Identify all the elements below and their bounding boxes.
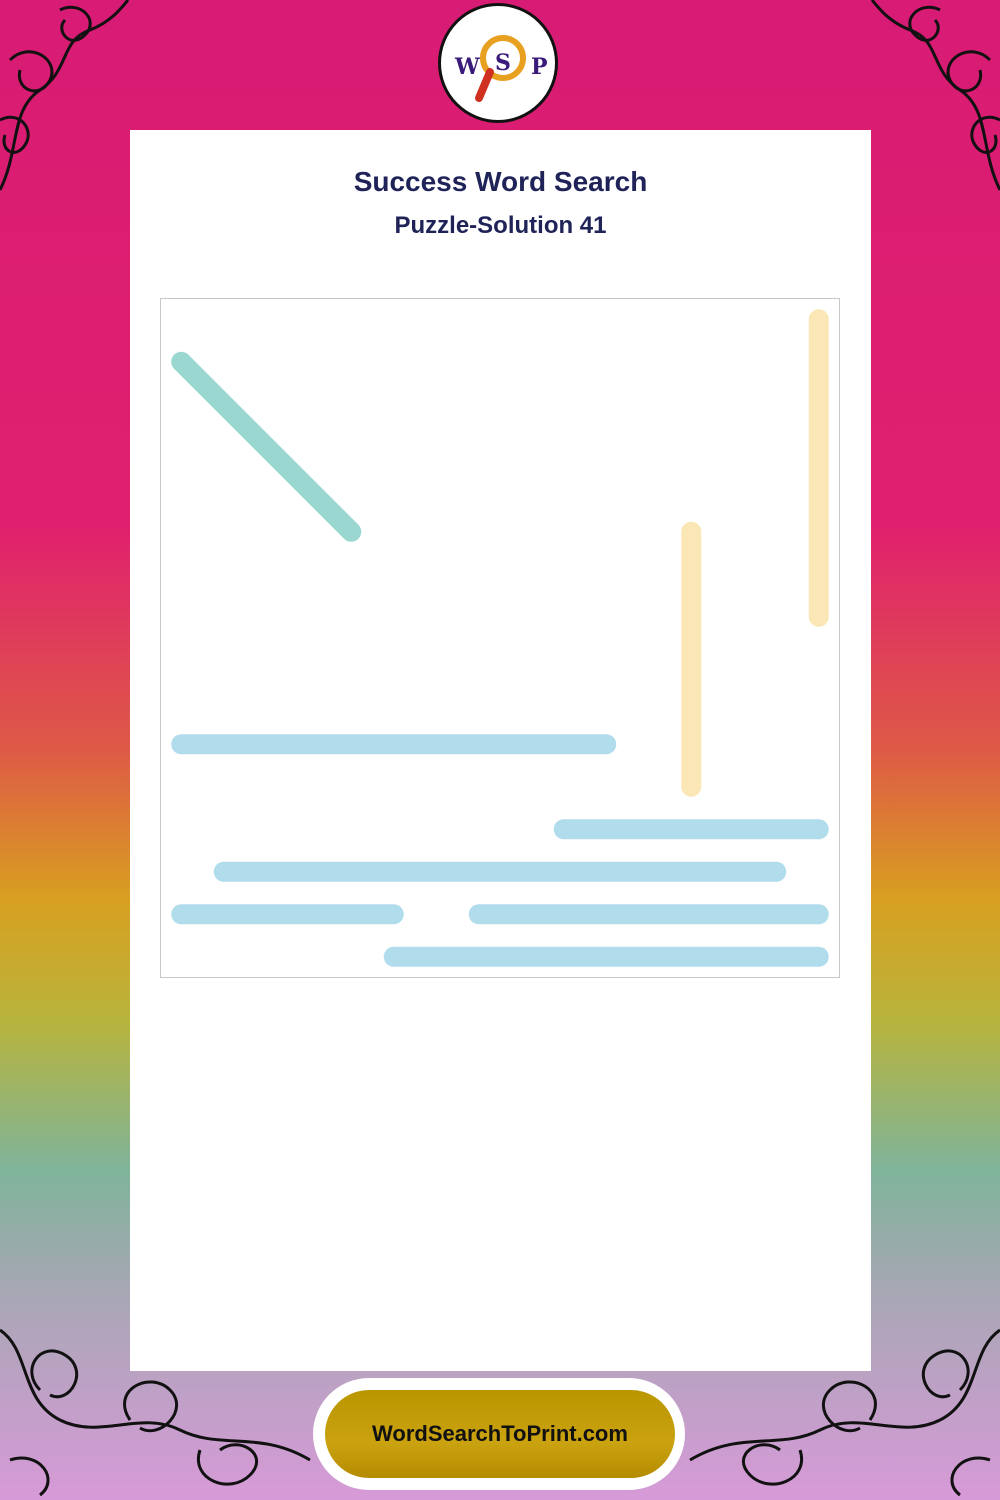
logo-letter-p: P	[531, 54, 548, 80]
logo-letter-w: W	[455, 54, 480, 80]
corner-ornament-top-left	[0, 0, 130, 200]
solution-highlights	[160, 298, 840, 978]
site-logo[interactable]	[438, 3, 558, 123]
page-subtitle: Puzzle-Solution 41	[394, 212, 607, 239]
logo-letter-s: S	[495, 50, 511, 76]
highlight-stroke	[181, 362, 351, 532]
corner-ornament-top-right	[870, 0, 1000, 200]
footer-site-link[interactable]: WordSearchToPrint.com	[325, 1390, 675, 1478]
page-title: Success Word Search	[353, 166, 648, 197]
